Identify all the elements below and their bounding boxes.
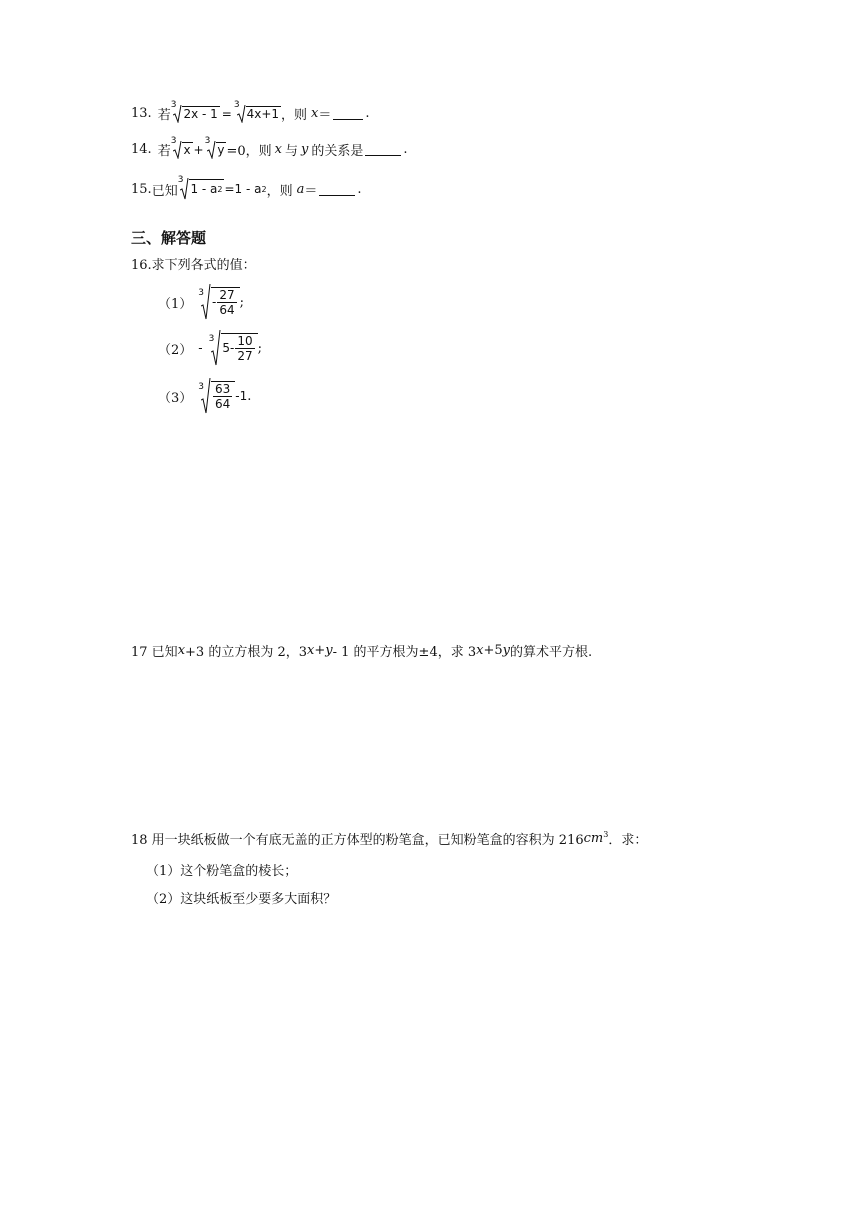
part-label: （2）	[158, 342, 193, 358]
cube-root-expression	[170, 135, 227, 159]
root-index: 3	[170, 99, 177, 110]
question-text: ，则	[266, 183, 293, 199]
root-index: 3	[177, 175, 184, 185]
radicand: 4x+1	[246, 106, 280, 121]
question-text: ，则	[281, 108, 308, 123]
part-label: （3）	[158, 390, 193, 406]
radicand: y	[217, 142, 225, 157]
question-text: 17 已知	[131, 645, 178, 660]
radicand: x	[183, 142, 191, 157]
variable: x	[274, 142, 282, 157]
question-text: =0，则	[226, 144, 272, 159]
question-text: 与	[284, 144, 298, 159]
cube-root-expression	[198, 284, 239, 320]
radical-sign	[208, 330, 257, 366]
plus-sign: +	[193, 142, 204, 157]
numerator: 63	[215, 382, 231, 396]
question-text: 的算术平方根.	[510, 645, 593, 660]
question-18	[131, 829, 647, 848]
question-18-part-2: （2）这块纸板至少要多大面积？	[146, 892, 337, 907]
period: .	[403, 142, 408, 157]
question-text: 18 用一块纸板做一个有底无盖的正方体型的粉笔盒，已知粉笔盒的容积为 216	[131, 833, 584, 848]
question-text: - 1 的平方根为±4，求 3	[332, 645, 477, 660]
radical-sign	[173, 105, 219, 123]
period: .	[365, 106, 370, 121]
answer-blank[interactable]	[333, 107, 363, 120]
question-text: 的关系是	[311, 144, 364, 159]
minus-sign: -	[198, 341, 203, 355]
root-index: 3	[170, 135, 177, 146]
root-index: 3	[204, 135, 211, 146]
variable: x	[177, 643, 186, 658]
answer-blank[interactable]	[365, 143, 401, 156]
radical-sign	[237, 105, 281, 123]
question-text: ．求：	[608, 833, 648, 848]
equals-sign: =	[221, 106, 232, 121]
question-13	[131, 99, 370, 123]
numerator: 27	[219, 288, 235, 302]
question-text: 若	[157, 144, 171, 159]
question-text: +3 的立方根为 2，3	[185, 645, 308, 660]
question-16-part-3	[158, 378, 251, 414]
fraction	[217, 288, 236, 317]
fraction	[235, 334, 254, 363]
question-16-part-2	[158, 330, 262, 366]
numerator: 10	[237, 334, 253, 348]
whole-part: 5-	[222, 341, 235, 355]
variable: x	[311, 106, 319, 121]
variable: a	[296, 181, 305, 197]
denominator: 27	[237, 349, 253, 363]
exponent: 2	[217, 185, 223, 194]
question-17	[131, 641, 592, 660]
minus-sign: -	[212, 295, 217, 309]
question-text: 已知	[151, 183, 178, 199]
root-index: 3	[233, 99, 240, 110]
answer-blank[interactable]	[319, 183, 355, 196]
equals-sign: ＝	[318, 108, 332, 123]
punctuation: .	[247, 388, 252, 404]
section-heading: 三、解答题	[131, 229, 207, 247]
radicand	[211, 381, 235, 411]
radicand	[189, 179, 224, 199]
equation-rhs: =1 - a	[224, 182, 262, 196]
part-label: （1）	[158, 296, 193, 312]
root-index: 3	[198, 288, 205, 298]
question-text: +	[314, 643, 326, 658]
question-number: 15.	[131, 181, 152, 197]
root-index: 3	[208, 334, 215, 344]
variable: y	[502, 643, 510, 658]
unit: cm	[583, 831, 604, 846]
question-14	[131, 135, 408, 159]
radicand	[221, 333, 257, 363]
root-index: 3	[198, 382, 205, 392]
variable: x	[307, 643, 315, 658]
fraction	[213, 382, 232, 411]
punctuation: ;	[239, 294, 245, 310]
question-16-title: 16.求下列各式的值：	[131, 258, 256, 273]
question-number: 13.	[131, 106, 152, 121]
variable: x	[476, 643, 484, 658]
denominator: 64	[215, 397, 231, 411]
question-text: 若	[157, 108, 171, 123]
radicand-text: 1 - a	[190, 182, 218, 196]
equals-sign: ＝	[304, 183, 318, 199]
variable: y	[325, 643, 333, 658]
cube-root-expression	[198, 330, 257, 366]
cube-root-expression	[177, 175, 267, 200]
radical-sign	[201, 378, 235, 414]
cube-root-expression	[198, 378, 247, 414]
radicand	[211, 287, 240, 317]
exponent: 2	[261, 184, 267, 194]
question-text: +5	[483, 643, 503, 658]
radical-sign	[180, 178, 224, 200]
question-18-part-1: （1）这个粉笔盒的棱长；	[146, 864, 298, 879]
variable: y	[300, 142, 309, 157]
punctuation: ;	[257, 340, 262, 356]
radicand: 2x - 1	[183, 106, 218, 121]
question-15	[131, 175, 362, 200]
question-16-part-1	[158, 284, 244, 320]
question-number: 14.	[131, 142, 152, 157]
denominator: 64	[219, 303, 235, 317]
radical-sign	[201, 284, 240, 320]
period: .	[357, 181, 362, 197]
exponent: 3	[603, 830, 609, 839]
expression-tail: -1	[235, 389, 248, 403]
cube-root-expression	[170, 99, 281, 123]
